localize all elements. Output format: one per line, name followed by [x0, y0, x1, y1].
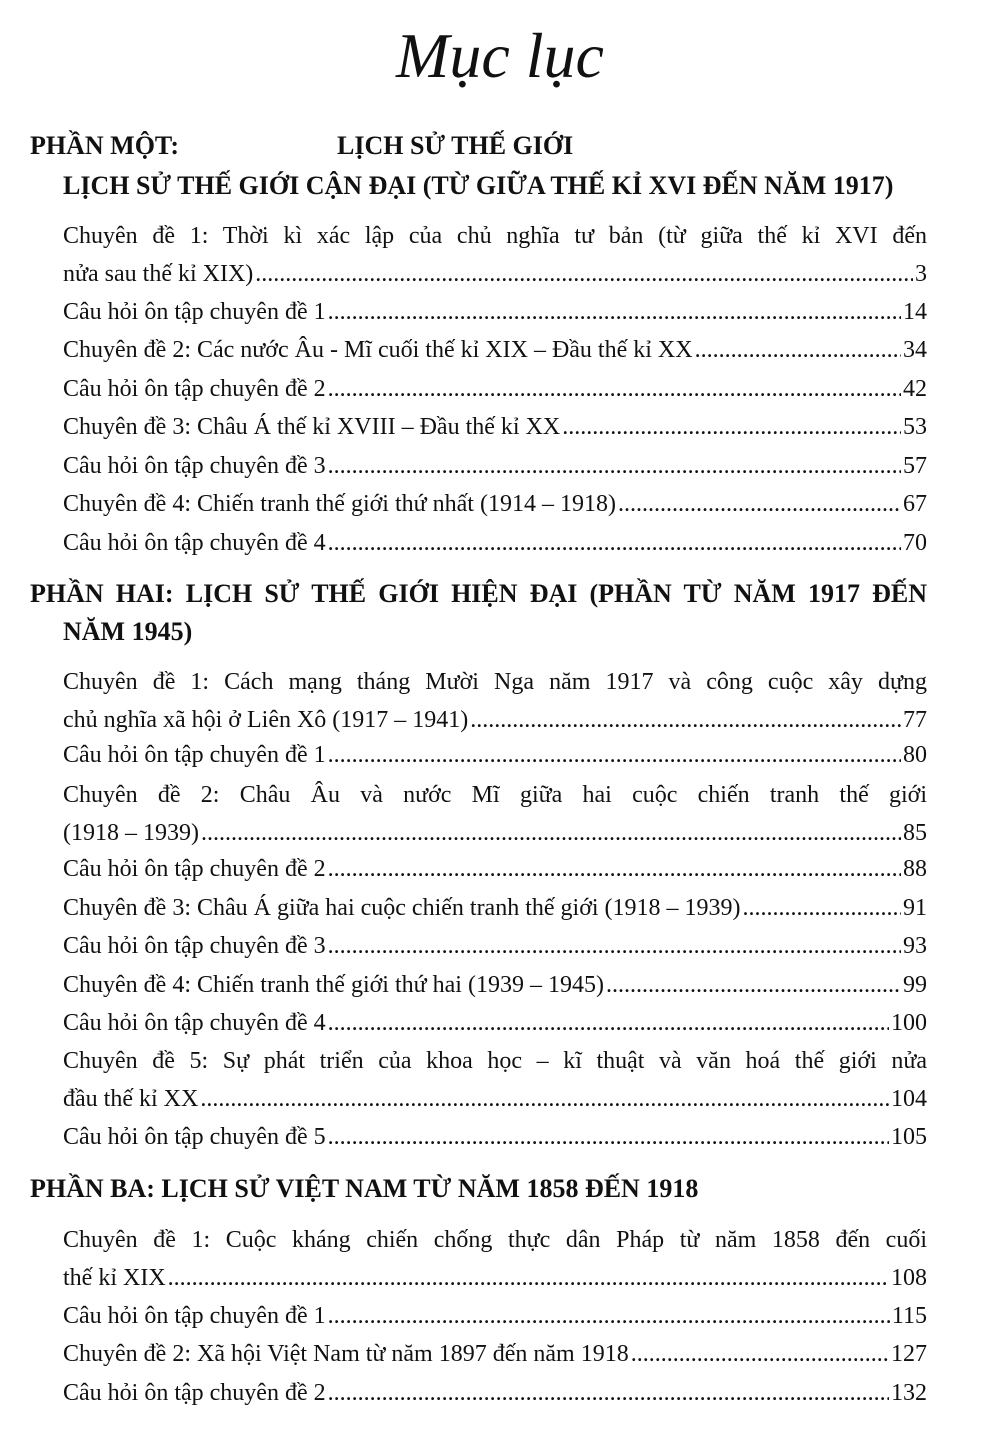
dot-leader — [743, 890, 901, 926]
toc-entry-title: chủ nghĩa xã hội ở Liên Xô (1917 – 1941) — [63, 707, 469, 733]
toc-page-number: 99 — [903, 972, 927, 998]
toc-entry[interactable] — [63, 486, 927, 522]
toc-entry-title: Câu hỏi ôn tập chuyên đề 2 — [63, 376, 326, 402]
toc-entry-title: Chuyên đề 3: Châu Á giữa hai cuộc chiến tranh thế giới (1918 – 1939) — [63, 895, 741, 921]
toc-entry[interactable] — [63, 294, 927, 330]
toc-entry-title: Câu hỏi ôn tập chuyên đề 4 — [63, 1010, 326, 1036]
toc-page-number: 34 — [903, 337, 927, 363]
dot-leader — [255, 256, 913, 292]
toc-entry[interactable] — [63, 409, 927, 445]
toc-page-number: 70 — [903, 530, 927, 556]
toc-page-number: 93 — [903, 933, 927, 959]
toc-entry[interactable] — [63, 1336, 927, 1372]
toc-entry-title: (1918 – 1939) — [63, 820, 199, 846]
toc-entry[interactable] — [63, 1119, 927, 1155]
toc-entry[interactable] — [63, 448, 927, 484]
toc-page-number: 57 — [903, 453, 927, 479]
toc-entry-title: Câu hỏi ôn tập chuyên đề 3 — [63, 453, 326, 479]
dot-leader — [328, 294, 901, 330]
part1-label: PHẦN MỘT: — [30, 131, 179, 160]
toc-entry[interactable] — [63, 928, 927, 964]
dot-leader — [695, 332, 901, 368]
toc-entry[interactable] — [63, 525, 927, 561]
toc-entry-title: Câu hỏi ôn tập chuyên đề 5 — [63, 1124, 326, 1150]
toc-page-number: 115 — [891, 1303, 927, 1329]
toc-page-number: 14 — [903, 299, 927, 325]
toc-entry-title: Câu hỏi ôn tập chuyên đề 1 — [63, 1303, 326, 1329]
toc-entry[interactable] — [63, 737, 927, 773]
dot-leader — [328, 1119, 889, 1155]
toc-entry[interactable] — [63, 1222, 927, 1296]
toc-page-number: 88 — [903, 856, 927, 882]
dot-leader — [328, 928, 901, 964]
toc-page-number: 67 — [903, 491, 927, 517]
dot-leader — [328, 1298, 890, 1334]
toc-entry-title: Câu hỏi ôn tập chuyên đề 1 — [63, 742, 326, 768]
toc-page-number: 108 — [891, 1265, 927, 1291]
toc-entry[interactable] — [63, 1043, 927, 1117]
toc-entry-title: Chuyên đề 4: Chiến tranh thế giới thứ nhất (1914 – 1918) — [63, 491, 616, 517]
toc-entry[interactable] — [63, 967, 927, 1003]
dot-leader — [328, 851, 901, 887]
part2-heading-cont: NĂM 1945) — [63, 617, 193, 646]
toc-page-number: 80 — [903, 742, 927, 768]
dot-leader — [328, 1375, 889, 1411]
toc-entry[interactable] — [63, 332, 927, 368]
dot-leader — [328, 448, 901, 484]
toc-entry[interactable] — [63, 218, 927, 292]
toc-entry-title: Câu hỏi ôn tập chuyên đề 3 — [63, 933, 326, 959]
toc-entry-title: Câu hỏi ôn tập chuyên đề 2 — [63, 856, 326, 882]
toc-page-number: 105 — [891, 1124, 927, 1150]
part3-heading: PHẦN BA: LỊCH SỬ VIỆT NAM TỪ NĂM 1858 ĐẾN 1918 — [30, 1174, 699, 1203]
toc-page-number: 91 — [903, 895, 927, 921]
dot-leader — [201, 815, 901, 851]
dot-leader — [470, 702, 901, 738]
dot-leader — [328, 1005, 889, 1041]
toc-entry[interactable] — [63, 777, 927, 851]
page-title: Mục lục — [396, 20, 604, 91]
toc-entry-title: Câu hỏi ôn tập chuyên đề 1 — [63, 299, 326, 325]
toc-entry-title: đầu thế kỉ XX — [63, 1086, 199, 1112]
toc-page-number: 100 — [891, 1010, 927, 1036]
toc-entry[interactable] — [63, 890, 927, 926]
toc-page-number: 3 — [915, 261, 927, 287]
toc-entry-title-line1: Chuyên đề 1: Cuộc kháng chiến chống thực dân Pháp từ năm 1858 đến cuối — [63, 1227, 927, 1253]
toc-page-number: 85 — [903, 820, 927, 846]
dot-leader — [328, 737, 901, 773]
toc-page-number: 42 — [903, 376, 927, 402]
part1-subject: LỊCH SỬ THẾ GIỚI — [337, 131, 574, 160]
dot-leader — [618, 486, 901, 522]
toc-entry[interactable] — [63, 664, 927, 738]
toc-entry-title: Chuyên đề 4: Chiến tranh thế giới thứ hai (1939 – 1945) — [63, 972, 604, 998]
toc-page-number: 132 — [891, 1380, 927, 1406]
toc-entry-title: Câu hỏi ôn tập chuyên đề 2 — [63, 1380, 326, 1406]
part1-subtitle: LỊCH SỬ THẾ GIỚI CẬN ĐẠI (TỪ GIỮA THẾ KỈ XVI ĐẾN NĂM 1917) — [63, 171, 894, 200]
toc-entry-title: nửa sau thế kỉ XIX) — [63, 261, 254, 287]
toc-entry-title: Chuyên đề 2: Các nước Âu - Mĩ cuối thế kỉ XIX – Đầu thế kỉ XX — [63, 337, 693, 363]
toc-entry[interactable] — [63, 851, 927, 887]
dot-leader — [606, 967, 901, 1003]
toc-entry-title: Chuyên đề 2: Xã hội Việt Nam từ năm 1897 đến năm 1918 — [63, 1341, 629, 1367]
dot-leader — [328, 371, 901, 407]
toc-entry-title: Câu hỏi ôn tập chuyên đề 4 — [63, 530, 326, 556]
toc-entry-title: Chuyên đề 3: Châu Á thế kỉ XVIII – Đầu thế kỉ XX — [63, 414, 561, 440]
toc-entry[interactable] — [63, 1005, 927, 1041]
toc-entry-title-line1: Chuyên đề 2: Châu Âu và nước Mĩ giữa hai cuộc chiến tranh thế giới — [63, 782, 927, 808]
dot-leader — [200, 1081, 889, 1117]
toc-entry-title-line1: Chuyên đề 1: Thời kì xác lập của chủ nghĩa tư bản (từ giữa thế kỉ XVI đến — [63, 223, 927, 249]
toc-entry[interactable] — [63, 1298, 927, 1334]
toc-entry-title-line1: Chuyên đề 1: Cách mạng tháng Mười Nga năm 1917 và công cuộc xây dựng — [63, 669, 927, 695]
toc-page-number: 104 — [891, 1086, 927, 1112]
dot-leader — [328, 525, 901, 561]
toc-page-number: 77 — [903, 707, 927, 733]
dot-leader — [631, 1336, 889, 1372]
toc-page-number: 127 — [891, 1341, 927, 1367]
toc-entry-title-line1: Chuyên đề 5: Sự phát triển của khoa học – kĩ thuật và văn hoá thế giới nửa — [63, 1048, 927, 1074]
toc-entry[interactable] — [63, 1375, 927, 1411]
toc-entry[interactable] — [63, 371, 927, 407]
toc-page-number: 53 — [903, 414, 927, 440]
part2-heading: PHẦN HAI: LỊCH SỬ THẾ GIỚI HIỆN ĐẠI (PHẦN TỪ NĂM 1917 ĐẾN — [30, 579, 927, 608]
toc-entry-title: thế kỉ XIX — [63, 1265, 166, 1291]
dot-leader — [168, 1260, 889, 1296]
dot-leader — [562, 409, 901, 445]
